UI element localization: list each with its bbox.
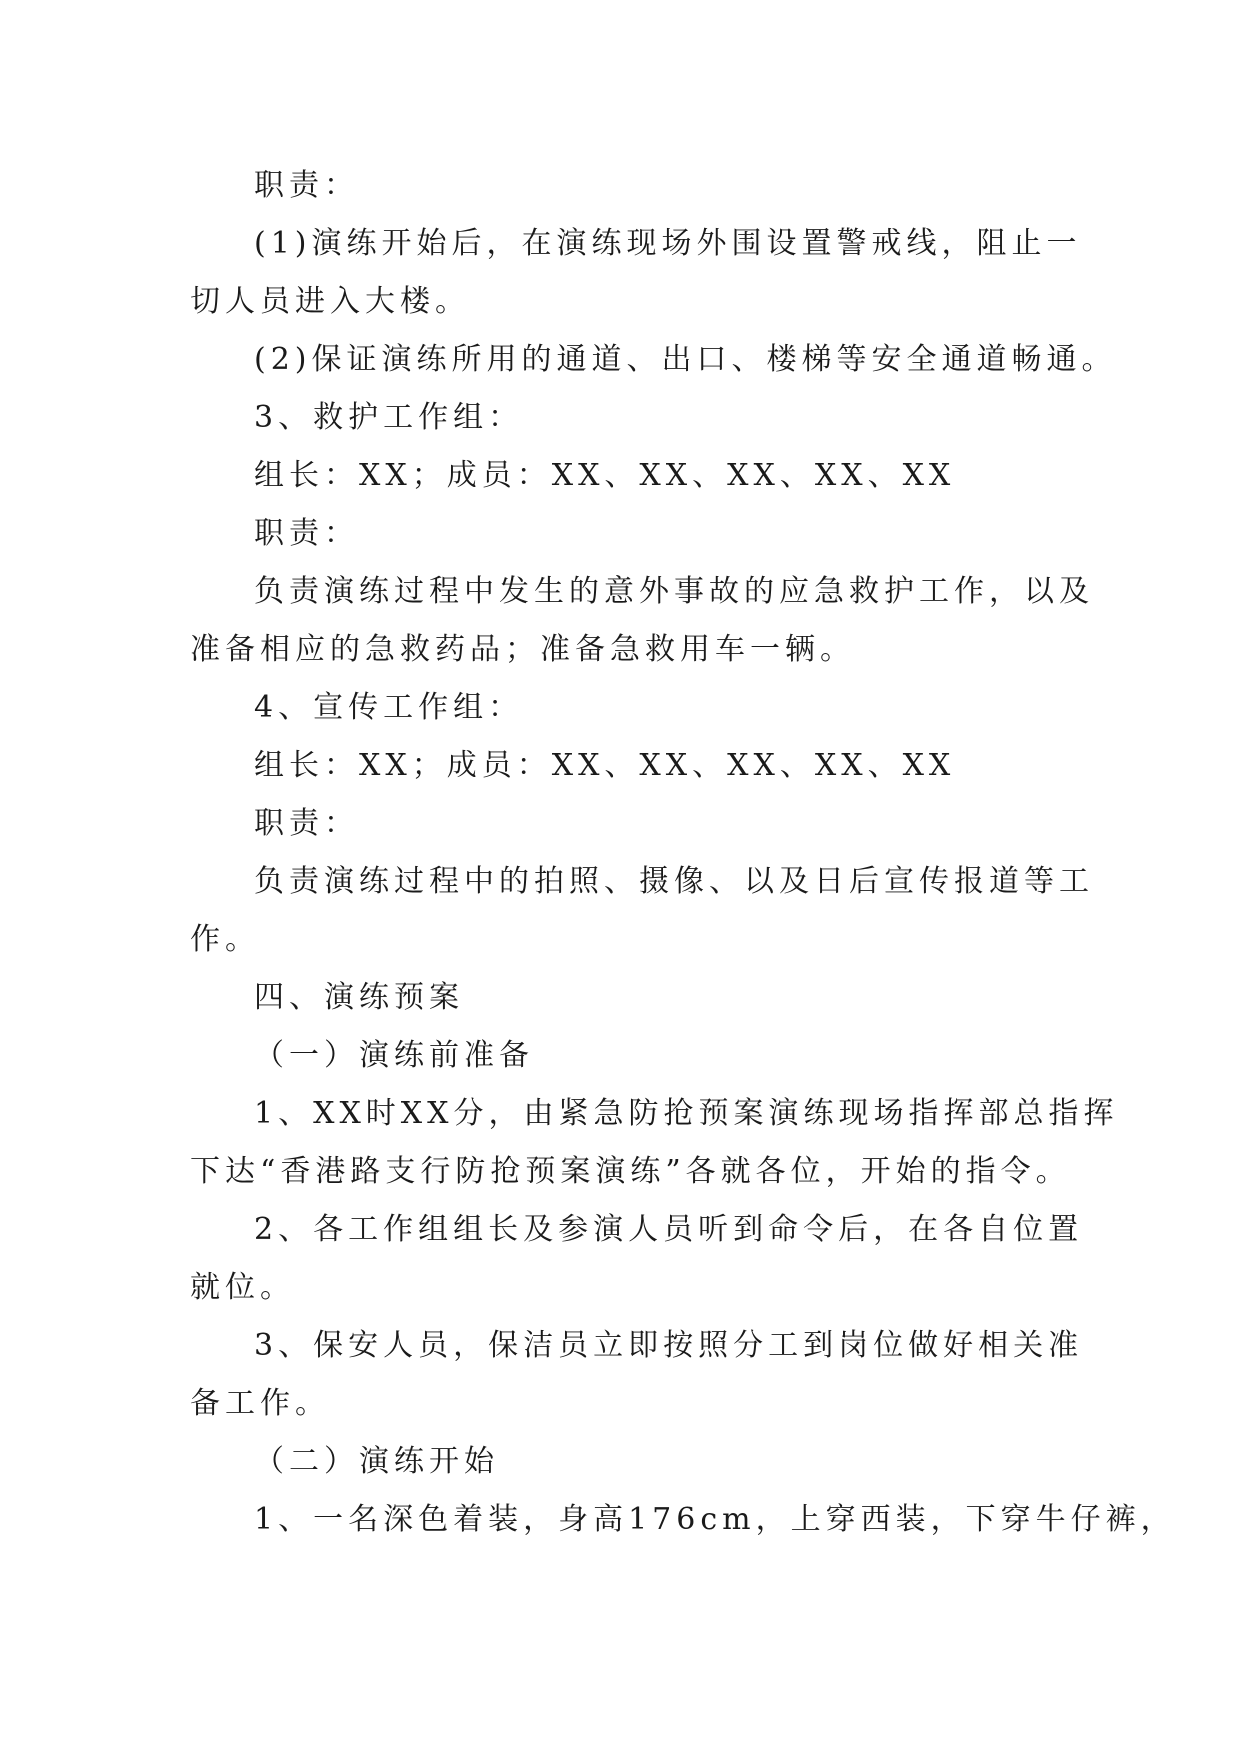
paragraph-line: 4、宣传工作组： [254, 690, 524, 725]
paragraph-line: 作。 [190, 922, 260, 957]
paragraph-line: 职责： [254, 168, 359, 203]
paragraph-line: 职责： [254, 806, 359, 841]
paragraph-line: （一）演练前准备 [254, 1038, 534, 1073]
paragraph-line: 1、一名深色着装，身高176cm，上穿西装，下穿牛仔裤， [254, 1502, 1176, 1537]
paragraph-line: 3、保安人员，保洁员立即按照分工到岗位做好相关准 [254, 1328, 1084, 1363]
paragraph-line: 就位。 [190, 1270, 295, 1305]
paragraph-line: (2)保证演练所用的通道、出口、楼梯等安全通道畅通。 [254, 342, 1117, 377]
paragraph-line: 2、各工作组组长及参演人员听到命令后，在各自位置 [254, 1212, 1084, 1247]
paragraph-line: 负责演练过程中发生的意外事故的应急救护工作，以及 [254, 574, 1094, 609]
paragraph-line: 负责演练过程中的拍照、摄像、以及日后宣传报道等工 [254, 864, 1094, 899]
paragraph-line: 组长：XX；成员：XX、XX、XX、XX、XX [254, 748, 956, 783]
paragraph-line: 职责： [254, 516, 359, 551]
paragraph-line: 1、XX时XX分，由紧急防抢预案演练现场指挥部总指挥 [254, 1096, 1119, 1131]
paragraph-line: 四、演练预案 [254, 980, 464, 1015]
paragraph-line: （二）演练开始 [254, 1444, 499, 1479]
paragraph-line: 准备相应的急救药品；准备急救用车一辆。 [190, 632, 855, 667]
paragraph-line: (1)演练开始后，在演练现场外围设置警戒线，阻止一 [254, 226, 1082, 261]
paragraph-line: 备工作。 [190, 1386, 330, 1421]
paragraph-line: 切人员进入大楼。 [190, 284, 470, 319]
paragraph-line: 下达“香港路支行防抢预案演练”各就各位，开始的指令。 [190, 1154, 1071, 1189]
paragraph-line: 组长：XX；成员：XX、XX、XX、XX、XX [254, 458, 956, 493]
document-body [190, 157, 1176, 1549]
paragraph-line: 3、救护工作组： [254, 400, 524, 435]
